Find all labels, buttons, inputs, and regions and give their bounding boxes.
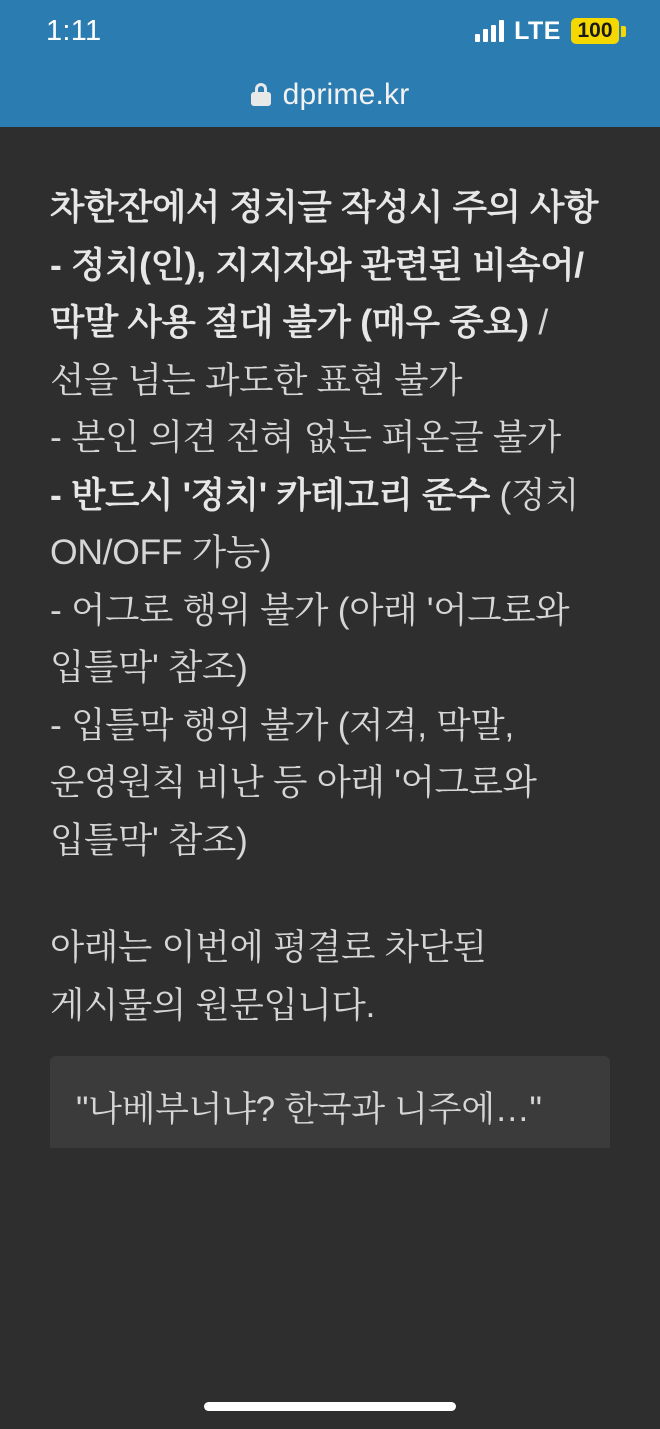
lock-icon: [251, 83, 271, 107]
quote-preview-text: "나베부너냐? 한국과 니주에…": [76, 1090, 542, 1129]
rule-1-normal: / 선을 넘는 과도한 표현 불가: [50, 302, 548, 400]
url-bar[interactable]: [0, 62, 660, 127]
quote-preview-box: [50, 1056, 610, 1148]
rule-1-bold: - 정치(인), 지지자와 관련된 비속어/막말 사용 절대 불가 (매우 중요): [50, 244, 584, 342]
battery-tip: [621, 26, 626, 37]
rule-5-normal: - 입틀막 행위 불가 (저격, 막말, 운영원칙 비난 등 아래 '어그로와 입틀막' 참조): [50, 704, 537, 860]
url-text: dprime.kr: [282, 77, 410, 111]
rule-item-2: [50, 409, 610, 467]
page-content: [0, 127, 660, 1429]
rule-2-normal: - 본인 의견 전혀 없는 퍼온글 불가: [50, 417, 561, 457]
paragraph-spacer: [50, 869, 610, 919]
rule-item-1: [50, 237, 610, 410]
rule-item-3: [50, 467, 610, 582]
rule-3-normal: (정치 ON/OFF 가능): [50, 474, 580, 572]
status-time: 1:11: [46, 14, 102, 47]
status-right-group: [475, 17, 626, 46]
post-title: 차한잔에서 정치글 작성시 주의 사항: [50, 187, 599, 227]
notice-text: 아래는 이번에 평결로 차단된 게시물의 원문입니다.: [50, 927, 487, 1025]
home-indicator[interactable]: [204, 1402, 456, 1411]
status-bar: [0, 0, 660, 62]
rule-3-bold: - 반드시 '정치' 카테고리 준수: [50, 474, 490, 515]
browser-chrome: [0, 0, 660, 127]
rule-item-5: [50, 697, 610, 870]
network-type-label: LTE: [514, 16, 561, 45]
rule-item-4: [50, 582, 610, 697]
battery-level-label: 100: [571, 18, 619, 44]
home-indicator-wrap: [0, 1402, 660, 1411]
post-body: [50, 179, 610, 1148]
rule-4-normal: - 어그로 행위 불가 (아래 '어그로와 입틀막' 참조): [50, 589, 570, 687]
signal-bars-icon: [475, 20, 504, 42]
battery-icon: [571, 18, 626, 44]
